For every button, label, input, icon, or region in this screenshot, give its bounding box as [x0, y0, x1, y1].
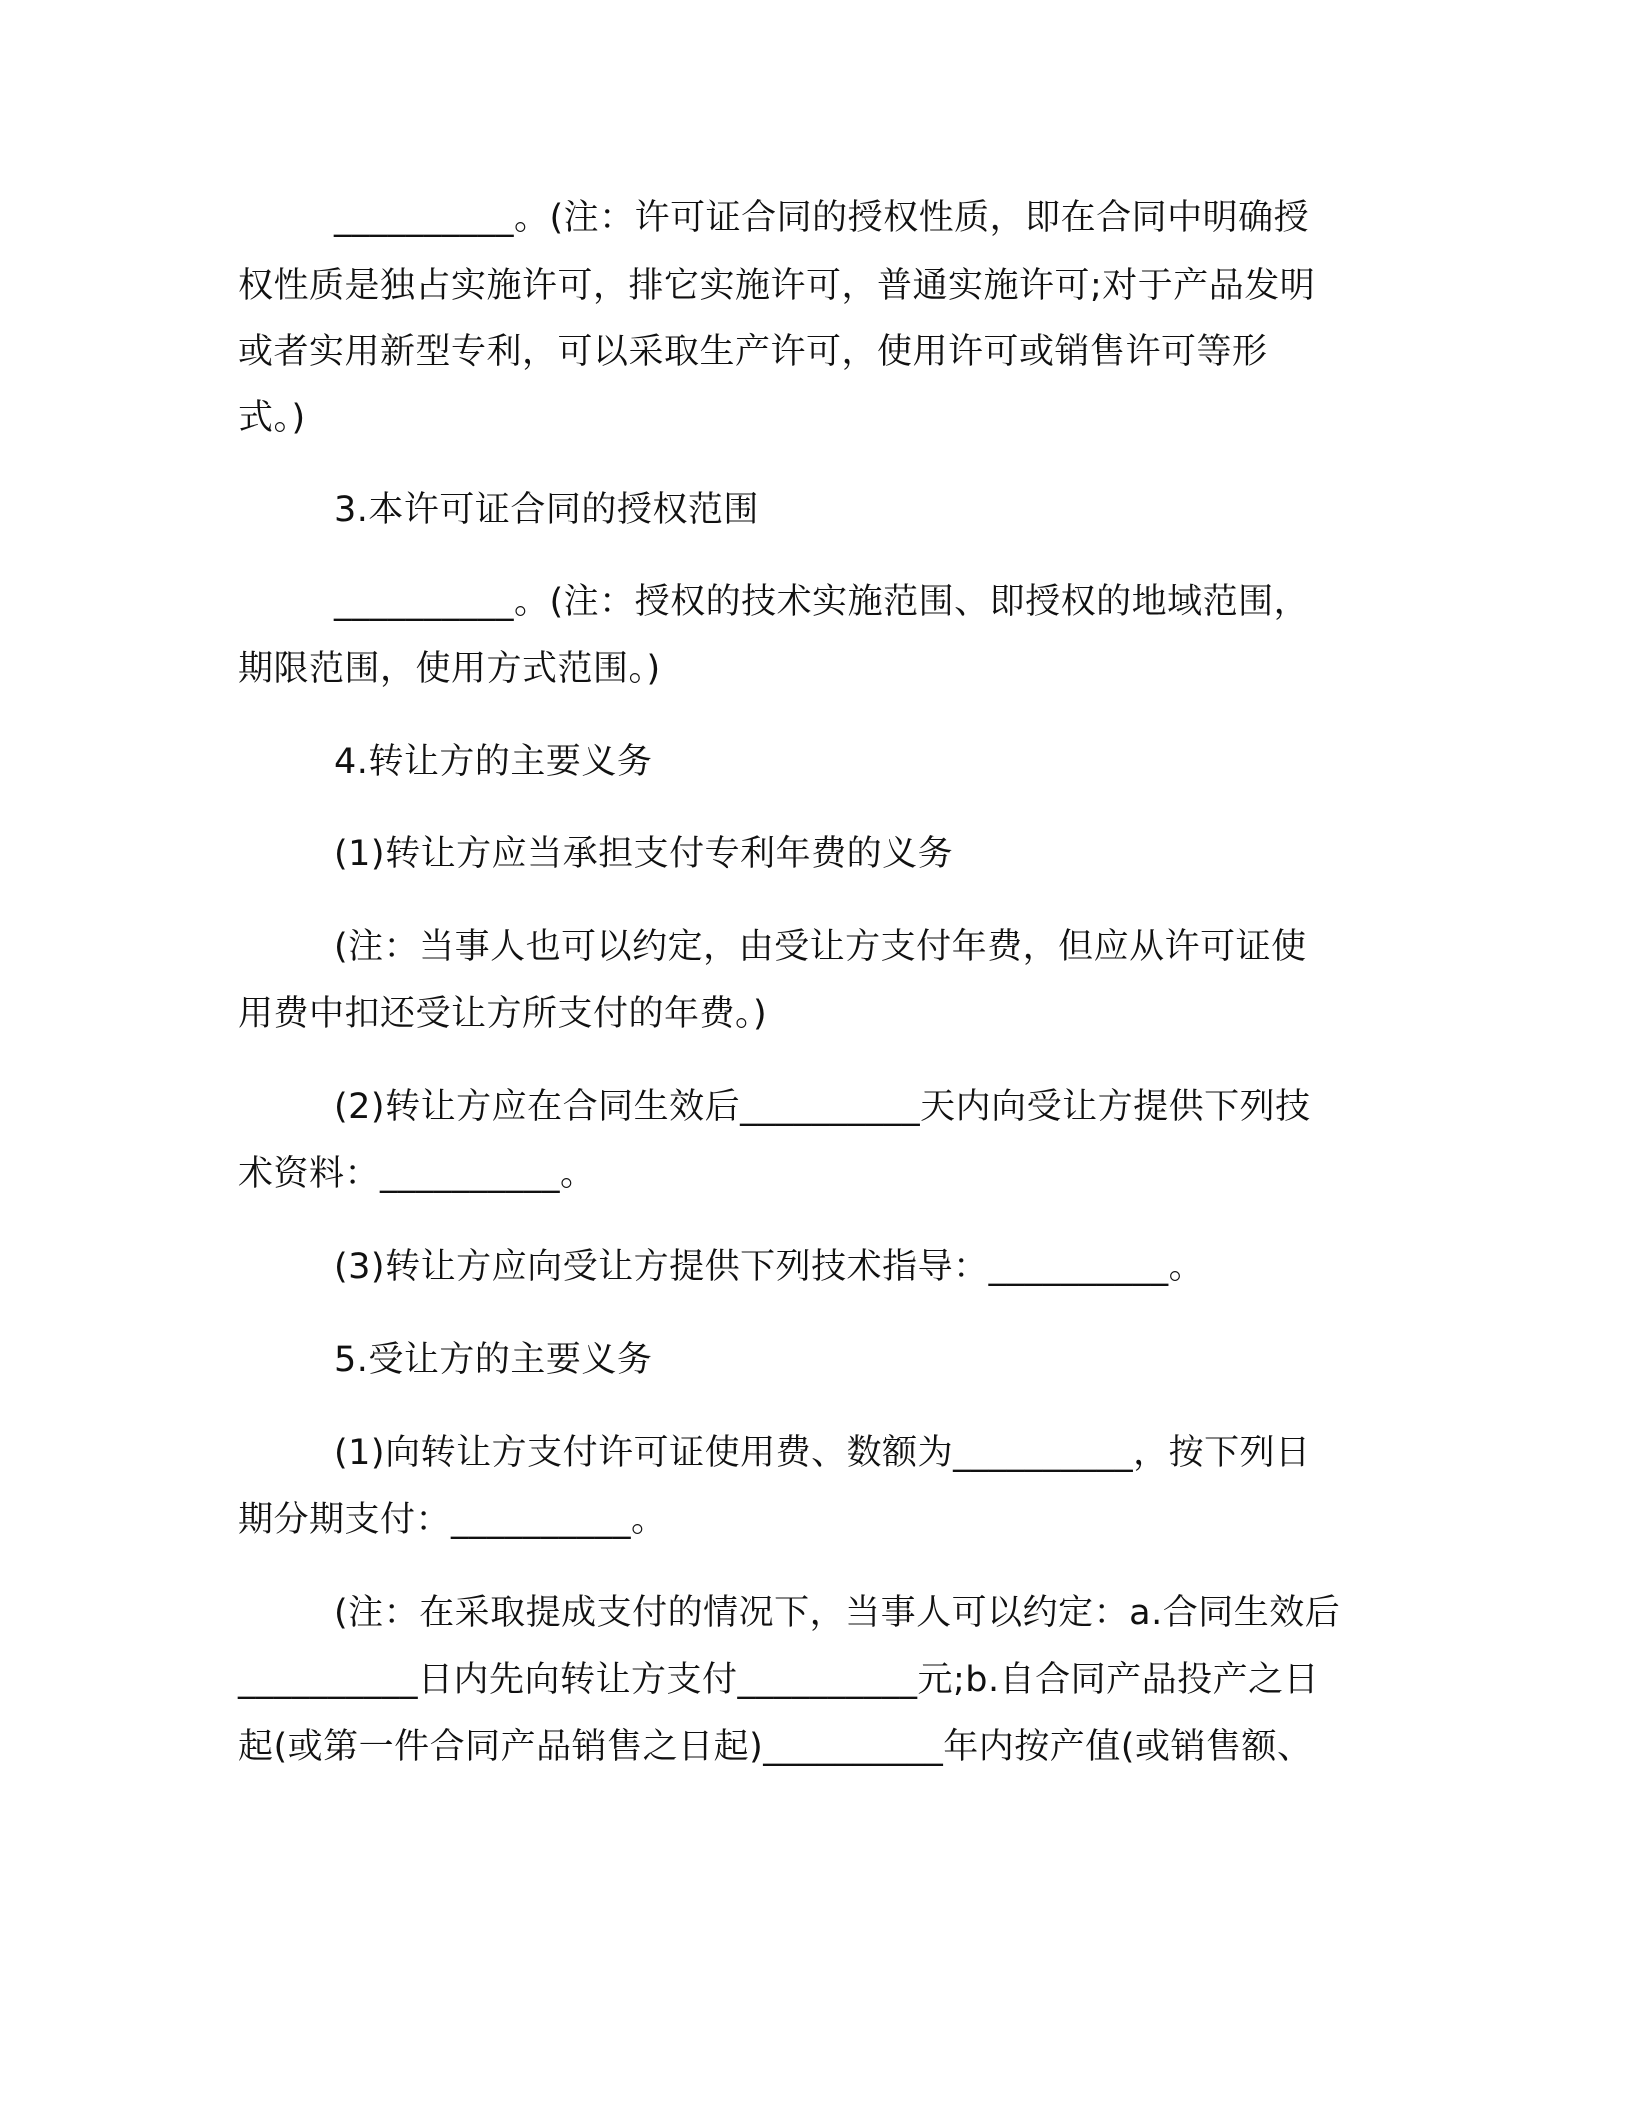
text-line: 期限范围，使用方式范围。) — [238, 649, 661, 689]
text-line: 权性质是独占实施许可，排它实施许可，普通实施许可;对于产品发明 — [238, 266, 1316, 306]
section-heading: 5.受让方的主要义务 — [334, 1340, 653, 1380]
text-line: (1)转让方应当承担支付专利年费的义务 — [334, 834, 954, 874]
text-line: 期分期支付：__________。 — [238, 1500, 667, 1540]
text-line: (2)转让方应在合同生效后__________天内向受让方提供下列技 — [334, 1087, 1311, 1127]
text-line: (注：在采取提成支付的情况下，当事人可以约定：a.合同生效后 — [334, 1593, 1341, 1633]
text-line: 术资料：__________。 — [238, 1154, 596, 1194]
text-line: __________日内先向转让方支付__________元;b.自合同产品投产之日 — [238, 1660, 1320, 1700]
text-line: (3)转让方应向受让方提供下列技术指导：__________。 — [334, 1247, 1205, 1287]
text-line: 式。) — [238, 398, 306, 438]
section-heading: 3.本许可证合同的授权范围 — [334, 490, 759, 530]
text-line: __________。(注：许可证合同的授权性质，即在合同中明确授 — [334, 198, 1310, 238]
text-line: (1)向转让方支付许可证使用费、数额为__________，按下列日 — [334, 1433, 1311, 1473]
text-line: __________。(注：授权的技术实施范围、即授权的地域范围， — [334, 582, 1310, 622]
text-line: (注：当事人也可以约定，由受让方支付年费，但应从许可证使 — [334, 927, 1307, 967]
text-line: 起(或第一件合同产品销售之日起)__________年内按产值(或销售额、 — [238, 1727, 1313, 1767]
section-heading: 4.转让方的主要义务 — [334, 742, 653, 782]
text-line: 或者实用新型专利，可以采取生产许可，使用许可或销售许可等形 — [238, 332, 1268, 372]
text-line: 用费中扣还受让方所支付的年费。) — [238, 994, 768, 1034]
